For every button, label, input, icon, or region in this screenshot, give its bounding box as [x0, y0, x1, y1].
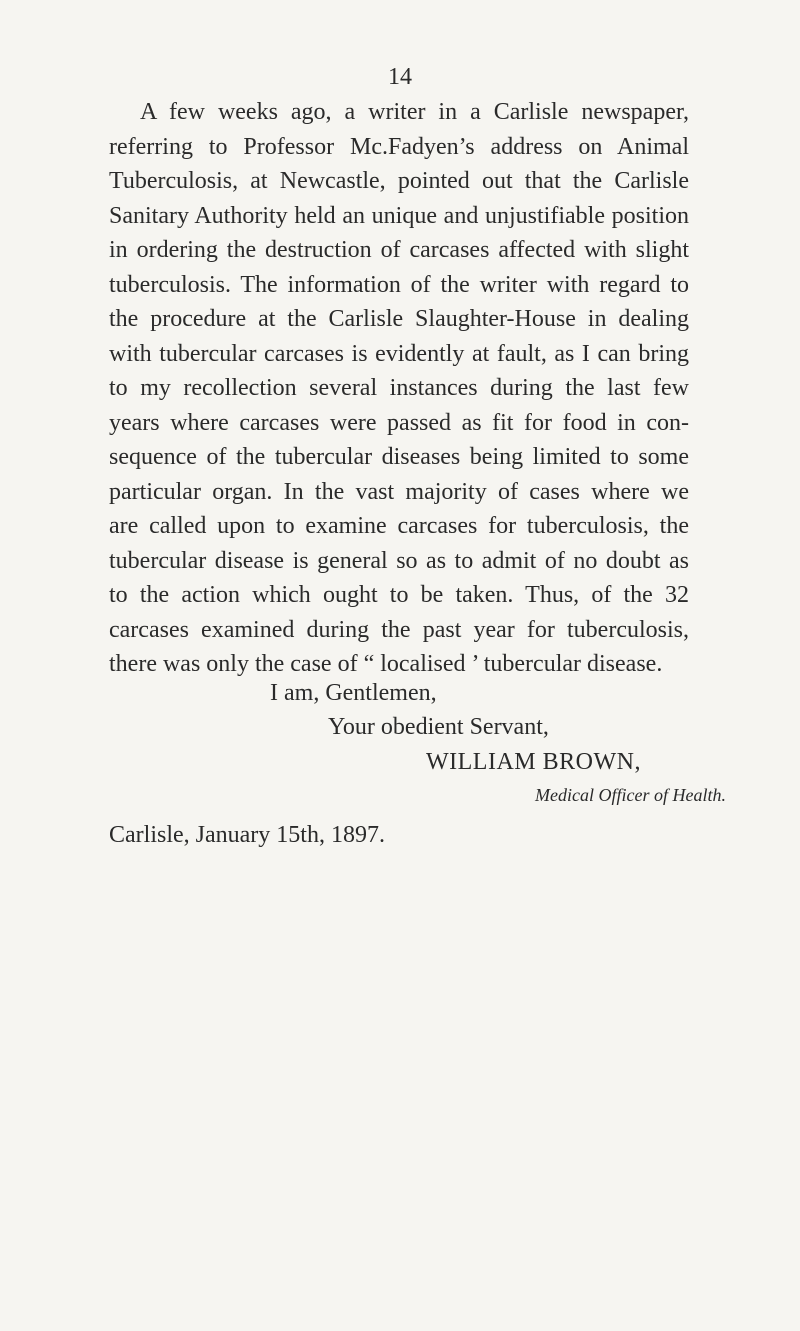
body-line: in ordering the destruction of carcases affected with slight	[109, 237, 689, 263]
body-line: Tuberculosis, at Newcastle, pointed out that the Carlisle	[109, 168, 689, 194]
body-line: years where carcases were passed as fit for food in con-	[109, 409, 689, 436]
body-line: particular organ. In the vast majority of cases where we	[109, 478, 689, 505]
body-line: are called upon to examine carcases for tuberculosis, the	[109, 513, 689, 539]
body-line: Sanitary Authority held an unique and unjustifiable position	[109, 202, 689, 229]
body-line: with tubercular carcases is evidently at fault, as I can bring	[109, 340, 689, 367]
body-line: there was only the case of “ localised ’ tubercular disease.	[109, 651, 663, 677]
body-line: tubercular disease is general so as to admit of no doubt as	[109, 547, 689, 574]
body-line: A few weeks ago, a writer in a Carlisle newspaper,	[140, 99, 689, 125]
page-number: 14	[388, 64, 412, 90]
body-line: tuberculosis. The information of the writer with regard to	[109, 271, 689, 298]
body-line: referring to Professor Mc.Fadyen’s address on Animal	[109, 133, 689, 160]
valediction: Your obedient Servant,	[328, 714, 549, 740]
body-line: to my recollection several instances during the last few	[109, 375, 689, 401]
body-line: carcases examined during the past year for tuberculosis,	[109, 616, 689, 643]
body-line: sequence of the tubercular diseases being limited to some	[109, 444, 689, 470]
letter-body	[109, 95, 689, 682]
body-line: the procedure at the Carlisle Slaughter-House in dealing	[109, 306, 689, 332]
salutation: I am, Gentlemen,	[270, 680, 437, 706]
place-and-date: Carlisle, January 15th, 1897.	[109, 822, 385, 848]
body-line: to the action which ought to be taken. Thus, of the 32	[109, 582, 689, 608]
signatory-title: Medical Officer of Health.	[535, 785, 726, 805]
signature-name: WILLIAM BROWN,	[426, 749, 641, 775]
